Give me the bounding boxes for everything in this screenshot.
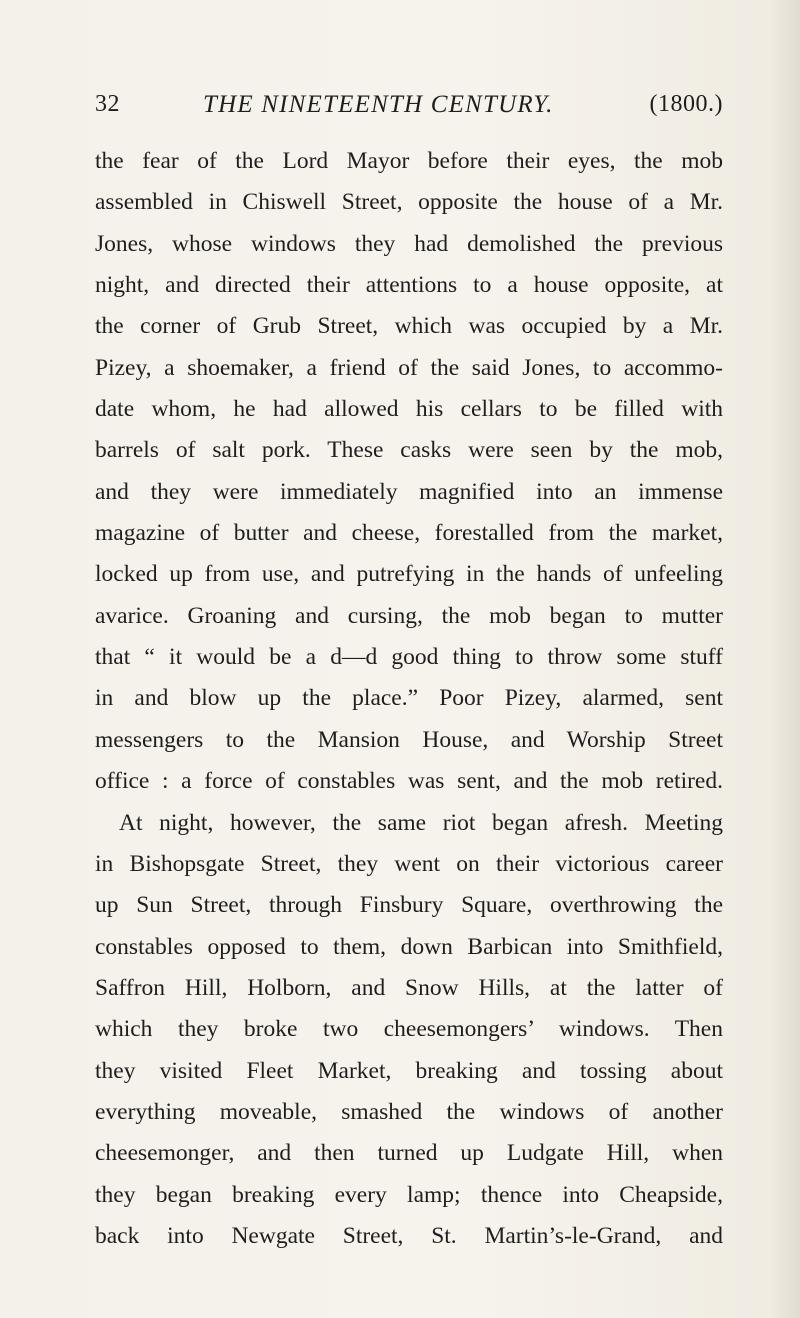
text-line: which they broke two cheesemongers’ windows. Then — [95, 1016, 723, 1043]
page-number: 32 — [95, 91, 120, 117]
text-line: avarice. Groaning and cursing, the mob began to mutter — [95, 602, 723, 629]
text-line: assembled in Chiswell Street, opposite the house of a Mr. — [95, 189, 723, 216]
running-title: THE NINETEENTH CENTURY. — [203, 91, 554, 118]
text-line: magazine of butter and cheese, forestalled from the market, — [95, 520, 723, 547]
page-edge-shadow — [770, 0, 800, 1318]
header-year: (1800.) — [649, 91, 723, 117]
text-line: back into Newgate Street, St. Martin’s-le-Grand, and — [95, 1222, 723, 1249]
text-line: constables opposed to them, down Barbican into Smithfield, — [95, 933, 723, 960]
text-line: and they were immediately magnified into an immense — [95, 478, 723, 505]
text-line: up Sun Street, through Finsbury Square, overthrowing the — [95, 892, 723, 919]
text-line: the fear of the Lord Mayor before their eyes, the mob — [95, 148, 723, 174]
text-line: At night, however, the same riot began afresh. Meeting — [119, 809, 723, 836]
text-line: that “ it would be a d—d good thing to throw some stuff — [95, 644, 723, 671]
body-text — [95, 141, 723, 1257]
text-line: office : a force of constables was sent, and the mob retired. — [95, 768, 723, 795]
text-line: Jones, whose windows they had demolished the previous — [95, 230, 723, 257]
text-line: in Bishopsgate Street, they went on their victorious career — [95, 850, 723, 877]
text-line: cheesemonger, and then turned up Ludgate Hill, when — [95, 1140, 723, 1167]
text-line: everything moveable, smashed the windows of another — [95, 1098, 723, 1125]
text-line: the corner of Grub Street, which was occupied by a Mr. — [95, 313, 723, 340]
text-line: messengers to the Mansion House, and Worship Street — [95, 726, 723, 753]
text-line: night, and directed their attentions to a house opposite, at — [95, 272, 723, 299]
text-line: date whom, he had allowed his cellars to be filled with — [95, 396, 723, 423]
text-line: Pizey, a shoemaker, a friend of the said Jones, to accommo- — [95, 354, 723, 381]
text-line: Saffron Hill, Holborn, and Snow Hills, at the latter of — [95, 974, 723, 1001]
text-line: they visited Fleet Market, breaking and tossing about — [95, 1057, 723, 1084]
text-line: barrels of salt pork. These casks were seen by the mob, — [95, 437, 723, 464]
text-line: locked up from use, and putrefying in the hands of unfeeling — [95, 561, 723, 588]
text-line: they began breaking every lamp; thence into Cheapside, — [95, 1181, 723, 1208]
page-header — [95, 91, 723, 131]
text-line: in and blow up the place.” Poor Pizey, alarmed, sent — [95, 685, 723, 712]
